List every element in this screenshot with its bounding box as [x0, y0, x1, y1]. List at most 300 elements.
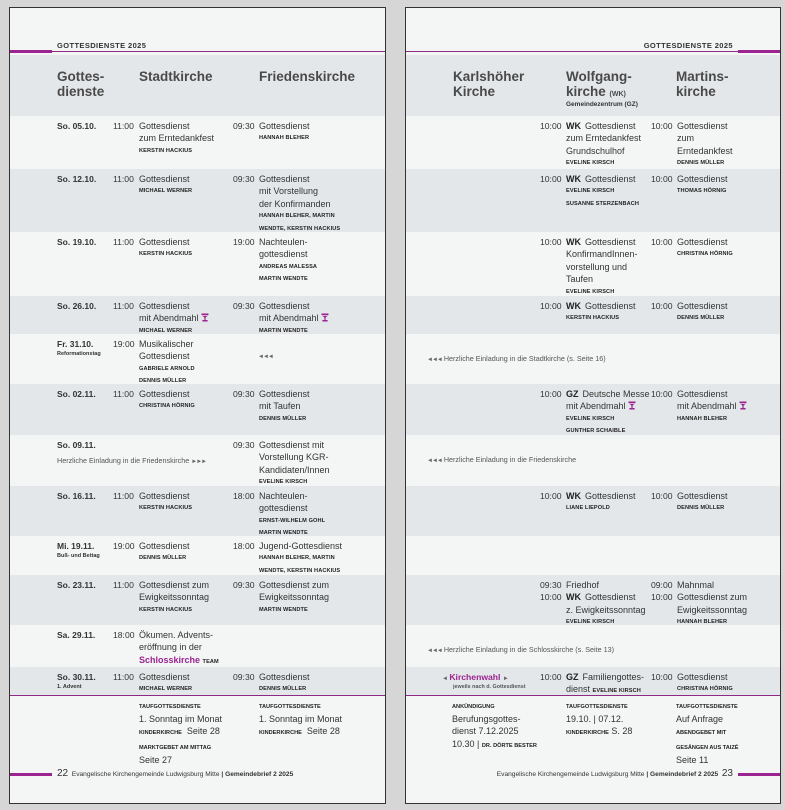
col-wolfgangkirche: [566, 69, 632, 102]
service-text: Grundschulhof: [566, 145, 625, 156]
service-details: [677, 236, 733, 261]
stadtkirche-cell: [113, 490, 192, 515]
service-entry: [233, 490, 325, 540]
info-text: S. 28: [608, 726, 633, 737]
service-text: z. Ewigkeitssonntag: [566, 604, 646, 615]
service-date: So. 02.11.: [57, 389, 96, 399]
service-line: [259, 439, 330, 451]
service-time: 19:00: [113, 541, 135, 551]
service-entry: [113, 236, 192, 261]
service-details: [566, 388, 650, 438]
info-line: [259, 699, 342, 713]
service-date: Fr. 31.10.: [57, 339, 94, 349]
invitation-text: Herzliche Einladung in die Friedenskirche: [57, 456, 190, 465]
service-line: [259, 248, 317, 260]
service-details: [677, 120, 733, 170]
service-time: 10:00: [540, 174, 562, 184]
minister-name: KERSTIN HACKIUS: [139, 147, 193, 154]
service-time: 10:00: [540, 237, 562, 247]
wolfgangkirche-cell: [540, 388, 650, 438]
service-date: So. 12.10.: [57, 174, 97, 184]
friedenskirche-cell: [233, 388, 310, 425]
issue: Gemeindebrief 2 2025: [650, 771, 719, 778]
stadt-info-block: [139, 699, 222, 766]
location-code: WK: [566, 121, 581, 131]
publisher: Evangelische Kirchengemeinde Ludwigsburg Mitte: [496, 771, 645, 778]
info-label: ABENDGEBET MIT: [676, 730, 727, 737]
service-details: [139, 300, 209, 337]
service-entry: [651, 120, 733, 170]
minister-name: KERSTIN HACKIUS: [566, 315, 620, 322]
service-time: 11:00: [113, 174, 134, 184]
friedenskirche-cell: [233, 579, 329, 616]
schedule-row: [10, 116, 385, 169]
schedule-row: [406, 486, 780, 536]
service-line: [139, 132, 214, 144]
service-details: [259, 388, 310, 425]
left-arrows-icon: ◄◄◄: [427, 648, 442, 654]
service-text: Familiengottes-: [582, 672, 645, 682]
info-text: Berufungsgottes-: [452, 714, 521, 725]
service-entry: [540, 591, 646, 628]
friedenskirche-cell: [233, 490, 325, 540]
left-arrows-icon: ◄◄◄: [427, 458, 442, 464]
service-entry: [651, 490, 728, 515]
service-line: [139, 312, 209, 324]
service-line: [259, 671, 310, 683]
minister-name: THOMAS HÖRNIG: [677, 188, 727, 195]
service-entry: [540, 671, 644, 698]
service-text: Gottesdienst: [585, 301, 636, 311]
minister-name: TEAM: [202, 658, 219, 665]
info-line: [259, 713, 342, 725]
service-time: 10:00: [651, 237, 673, 247]
service-text: Gottesdienst zum: [259, 580, 330, 590]
service-date: So. 19.10.: [57, 237, 97, 247]
minister-name: WENDTE, KERSTIN HACKIUS: [259, 225, 341, 232]
separator: |: [221, 771, 224, 778]
service-text: Gottesdienst: [139, 301, 190, 311]
service-time: 10:00: [651, 672, 673, 682]
minister-name: WENDTE, KERSTIN HACKIUS: [259, 567, 341, 574]
service-line: [139, 173, 192, 185]
friedenskirche-cell: [233, 120, 310, 145]
service-text: Gottesdienst: [259, 389, 310, 399]
service-date: Mi. 19.11.: [57, 541, 95, 551]
service-entry: [651, 388, 747, 425]
location-code: GZ: [566, 672, 579, 682]
service-details: [259, 439, 330, 489]
martinskirche-cell: [651, 300, 728, 325]
stadtkirche-cell: [113, 540, 190, 565]
service-entry: [651, 579, 747, 591]
service-entry: [113, 671, 192, 696]
info-line: [452, 713, 537, 725]
election-text: Kirchenwahl: [449, 672, 501, 682]
service-line: [259, 173, 340, 185]
service-line: [677, 604, 747, 616]
minister-name: MARTIN WENDTE: [259, 276, 308, 283]
martinskirche-cell: [651, 490, 728, 515]
minister-name: DENNIS MÜLLER: [677, 160, 725, 167]
service-line: [259, 540, 342, 552]
service-details: [677, 671, 733, 696]
minister-name: MARTIN WENDTE: [259, 606, 308, 613]
service-text: Gottesdienst: [585, 174, 636, 184]
service-line: [139, 388, 195, 400]
service-time: 09:30: [233, 301, 255, 311]
service-line: [566, 388, 650, 400]
minister-name: KERSTIN HACKIUS: [139, 251, 193, 258]
stadtkirche-cell: [113, 338, 195, 388]
service-date: Sa. 29.11.: [57, 630, 96, 640]
minister-name: EVELINE KIRSCH: [592, 688, 641, 695]
service-time: 18:00: [233, 541, 255, 551]
service-line: [677, 490, 728, 502]
info-line: [139, 699, 222, 713]
info-text: dienst 7.12.2025: [452, 726, 519, 737]
schedule-row: [406, 296, 780, 334]
minister-name: GABRIELE ARNOLD: [139, 365, 195, 372]
service-line: [259, 185, 340, 197]
service-line: [139, 350, 195, 362]
service-time: 09:30: [233, 389, 255, 399]
schedule-row: [10, 486, 385, 536]
service-entry: [540, 388, 650, 438]
service-details: [139, 671, 192, 696]
martinskirche-cell: [651, 579, 747, 629]
martinskirche-cell: [651, 236, 733, 261]
service-text: Gottesdienst: [259, 672, 310, 682]
column-header: [10, 55, 385, 116]
service-text: zum Erntedankfest: [139, 133, 215, 144]
minister-name: MARTIN WENDTE: [259, 327, 308, 334]
col-wolfgang-line2: kirche: [566, 84, 606, 99]
service-text: KonfirmandInnen-: [566, 249, 638, 260]
service-date: So. 23.11.: [57, 580, 96, 590]
invitation-note: [427, 354, 606, 363]
service-entry: [233, 439, 330, 489]
service-line: [259, 300, 329, 312]
info-line: [676, 713, 738, 725]
occasion-label: Buß- und Bettag: [57, 553, 100, 559]
service-line: [566, 671, 644, 683]
service-line: [677, 132, 733, 144]
info-line: [139, 713, 222, 725]
service-text: Jugend-Gottesdienst: [259, 541, 343, 551]
service-time: 11:00: [113, 121, 134, 131]
service-time: 11:00: [113, 491, 134, 501]
service-entry: [113, 120, 214, 157]
martinskirche-cell: [651, 388, 747, 425]
schedule-row: [406, 667, 780, 696]
service-line: [566, 132, 641, 144]
info-line: [676, 725, 738, 739]
service-details: [259, 173, 340, 235]
service-time: 09:30: [233, 174, 255, 184]
service-line: [259, 490, 325, 502]
service-date: So. 26.10.: [57, 301, 97, 311]
minister-name: HANNAH BLEHER: [677, 415, 728, 422]
minister-name: LIANE LIEPOLD: [566, 505, 610, 512]
col-stadtkirche: Stadtkirche: [139, 69, 213, 84]
schedule-row: [10, 625, 385, 667]
service-line: [566, 591, 646, 603]
service-text: Ewigkeitssonntag: [677, 604, 748, 615]
service-text: Gottesdienst: [677, 491, 728, 501]
service-text: mit Abendmahl: [677, 401, 737, 412]
service-details: [677, 490, 728, 515]
service-details: [677, 388, 747, 425]
minister-name: EVELINE KIRSCH: [566, 160, 615, 167]
chalice-icon: [321, 313, 329, 322]
service-text: Gottesdienst: [677, 301, 728, 311]
service-text: Gottesdienst zum: [677, 592, 748, 603]
schedule-row: [406, 169, 780, 232]
chalice-icon: [628, 401, 636, 410]
minister-name: EVELINE KIRSCH: [259, 479, 308, 486]
service-details: [566, 490, 636, 515]
invitation-text: Herzliche Einladung in die Stadtkirche (s. Seite 16): [443, 354, 606, 363]
service-line: [566, 145, 641, 157]
section-label: GOTTESDIENSTE 2025: [643, 41, 733, 50]
stadtkirche-cell: [113, 173, 192, 198]
minister-name: CHRISTINA HÖRNIG: [677, 251, 733, 258]
service-entry: [233, 120, 310, 145]
service-time: 18:00: [113, 630, 135, 640]
service-line: [566, 173, 639, 185]
service-entry: [233, 540, 342, 577]
minister-name: DENNIS MÜLLER: [139, 378, 187, 385]
info-line: [566, 713, 632, 725]
minister-name: DENNIS MÜLLER: [677, 505, 725, 512]
service-details: [566, 671, 644, 698]
service-line: [259, 464, 330, 476]
service-text: Mahnmal: [677, 580, 715, 590]
highlighted-location: Schlosskirche: [139, 654, 201, 665]
election-note: jeweils nach d. Gottesdienst: [453, 684, 526, 690]
service-text: Ökumen. Advents-: [139, 630, 214, 640]
service-text: Gottesdienst: [585, 121, 636, 131]
col-karlshoeher: Karlshöher Kirche: [453, 69, 525, 99]
service-text: Gottesdienst: [585, 491, 636, 501]
service-line: [677, 173, 728, 185]
invitation-note: [427, 455, 576, 464]
service-details: [259, 579, 329, 616]
service-time: 10:00: [540, 389, 562, 399]
service-line: [139, 540, 190, 552]
wolfgangkirche-cell: [540, 490, 636, 515]
service-line: [566, 400, 650, 412]
minister-name: CHRISTINA HÖRNIG: [139, 403, 195, 410]
service-time: 10:00: [540, 301, 562, 311]
service-line: [566, 261, 638, 273]
service-text: Gottesdienst zum: [139, 580, 210, 590]
service-time: 09:00: [651, 580, 673, 590]
service-details: [566, 591, 646, 628]
service-line: [139, 671, 192, 683]
service-line: [677, 671, 733, 683]
service-text: Gottesdienst: [139, 389, 190, 399]
karl-info-block: [452, 699, 537, 752]
service-time: 11:00: [113, 580, 134, 590]
service-line: [259, 312, 329, 324]
service-line: [139, 300, 209, 312]
service-text: vorstellung und: [566, 261, 628, 272]
col-wolfgang-line1: Wolfgang-: [566, 69, 632, 84]
friedenskirche-cell: [233, 173, 340, 235]
service-date: So. 16.11.: [57, 491, 96, 501]
schedule-row: [10, 536, 385, 575]
info-line: [676, 740, 738, 754]
chalice-icon: [201, 313, 209, 322]
minister-name: EVELINE KIRSCH: [566, 619, 615, 626]
service-line: [259, 120, 310, 132]
service-line: [677, 579, 714, 591]
service-text: Gottesdienst: [139, 174, 190, 184]
service-text: Gottesdienst: [139, 121, 190, 131]
service-text: Friedhof: [566, 580, 600, 590]
service-entry: [233, 579, 329, 616]
service-line: [259, 198, 340, 210]
service-line: [566, 236, 638, 248]
wolfgangkirche-cell: [540, 579, 646, 629]
info-label: MARKTGEBET AM MITTAG: [139, 744, 212, 751]
service-entry: [651, 173, 728, 198]
page-footer: [497, 768, 733, 779]
service-time: 11:00: [113, 672, 134, 682]
service-details: [677, 300, 728, 325]
service-time: 09:30: [233, 580, 255, 590]
service-line: [677, 300, 728, 312]
service-text: Taufen: [566, 274, 594, 285]
service-details: [259, 300, 329, 337]
service-line: [566, 579, 599, 591]
info-line: [452, 725, 537, 737]
service-line: [566, 490, 636, 502]
header-divider: [10, 51, 385, 52]
service-text: Nachteulen-: [259, 237, 308, 247]
service-details: [566, 236, 638, 298]
service-line: [566, 300, 636, 312]
service-date: So. 09.11.: [57, 440, 96, 450]
service-text: Gottesdienst: [677, 121, 728, 131]
info-label: TAUFGOTTESDIENSTE: [566, 704, 628, 710]
schedule-row: [10, 667, 385, 696]
service-line: [566, 248, 638, 260]
service-line: [259, 236, 317, 248]
service-line: [139, 579, 209, 591]
location-code: WK: [566, 301, 581, 311]
martins-info-block: [676, 699, 738, 766]
service-time: 10:00: [540, 121, 562, 131]
info-text: Seite 11: [676, 754, 709, 765]
service-line: [677, 591, 747, 603]
service-line: [677, 388, 747, 400]
minister-name: EVELINE KIRSCH: [566, 188, 615, 195]
service-text: Gottesdienst: [677, 237, 728, 247]
service-line: [259, 388, 310, 400]
service-details: [139, 120, 214, 157]
service-entry: [113, 490, 192, 515]
service-time: 11:00: [113, 301, 134, 311]
minister-name: EVELINE KIRSCH: [566, 288, 615, 295]
col-martinskirche: Martins- kirche: [676, 69, 729, 99]
schedule-row: [406, 536, 780, 575]
service-time: 09:30: [233, 121, 255, 131]
service-details: [139, 338, 195, 388]
minister-name: HANNAH BLEHER: [259, 135, 310, 142]
service-details: [139, 173, 192, 198]
info-text: Seite 28: [181, 726, 220, 737]
service-time: 10:00: [540, 491, 562, 501]
service-time: 10:00: [651, 174, 673, 184]
service-entry: [540, 300, 636, 325]
service-entry: [540, 236, 638, 298]
service-entry: [113, 388, 195, 413]
col-wolfgang-sub: Gemeindezentrum (GZ): [566, 101, 638, 108]
service-line: [139, 490, 192, 502]
minister-name: KERSTIN HACKIUS: [139, 505, 193, 512]
accent-bar: [10, 50, 52, 53]
minister-name: ANDREAS MALESSA: [259, 263, 318, 270]
stadtkirche-cell: [113, 236, 192, 261]
schedule-row: [406, 334, 780, 384]
service-time: 10:00: [540, 672, 562, 682]
service-details: [259, 540, 342, 577]
occasion-label: Reformationstag: [57, 351, 101, 357]
minister-name: SUSANNE STERZENBACH: [566, 200, 640, 207]
right-arrow-icon: ►: [502, 676, 508, 682]
info-label: DR. DÖRTE BESTER: [481, 742, 537, 749]
schedule-row: [10, 384, 385, 435]
service-text: Gottesdienst: [139, 351, 190, 362]
schedule-row: [406, 575, 780, 625]
service-line: [139, 120, 214, 132]
info-text: Auf Anfrage: [676, 714, 724, 725]
service-text: gottesdienst: [259, 249, 308, 260]
page-number: 23: [721, 768, 733, 779]
service-line: [677, 120, 733, 132]
service-line: [139, 236, 192, 248]
service-time: 11:00: [113, 237, 134, 247]
service-text: Gottesdienst: [139, 237, 190, 247]
service-line: [139, 629, 219, 641]
service-text: Gottesdienst: [139, 541, 190, 551]
occasion-label: 1. Advent: [57, 684, 82, 690]
service-line: [566, 604, 646, 616]
service-details: [139, 236, 192, 261]
service-entry: [233, 173, 340, 235]
service-text: Gottesdienst: [139, 491, 190, 501]
schedule-row: [10, 575, 385, 625]
left-page: [9, 7, 386, 804]
minister-name: MICHAEL WERNER: [139, 188, 193, 195]
service-text: Vorstellung KGR-: [259, 452, 329, 463]
service-time: 09:30: [233, 672, 255, 682]
service-line: [259, 579, 329, 591]
minister-name: DENNIS MÜLLER: [139, 555, 187, 562]
service-text: Erntedankfest: [677, 145, 733, 156]
schedule-row: [10, 334, 385, 384]
service-text: Gottesdienst: [259, 174, 310, 184]
info-label: TAUFGOTTESDIENSTE: [259, 704, 321, 710]
info-label: TAUFGOTTESDIENSTE: [676, 704, 738, 710]
service-entry: [651, 591, 747, 628]
service-details: [139, 540, 190, 565]
service-text: zum: [677, 133, 695, 144]
service-text: mit Taufen: [259, 401, 301, 412]
